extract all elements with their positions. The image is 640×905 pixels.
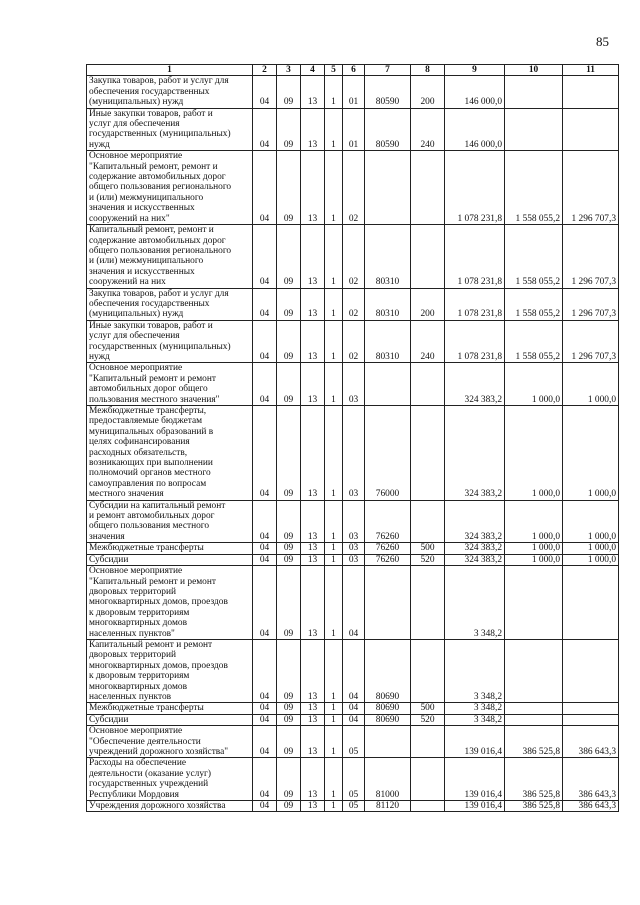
subsection-cell: 09	[277, 566, 301, 640]
subprogram-cell: 1	[325, 714, 343, 725]
column-header: 10	[505, 65, 563, 76]
amount-year1-cell: 3 348,2	[445, 639, 505, 702]
amount-year1-cell: 3 348,2	[445, 714, 505, 725]
expense-name-cell: Капитальный ремонт, ремонт и содержание автомобильных дорог общего пользования регионального и (или) межмуниципального значения и искусственных сооружений на них	[87, 225, 253, 288]
target-article-cell: 76260	[365, 543, 411, 554]
amount-year3-cell	[563, 566, 619, 640]
section-cell: 04	[253, 566, 277, 640]
amount-year3-cell: 1 296 707,3	[563, 288, 619, 320]
target-article-cell: 80690	[365, 703, 411, 714]
event-cell: 01	[343, 76, 365, 108]
section-cell: 04	[253, 288, 277, 320]
event-cell: 02	[343, 151, 365, 225]
section-cell: 04	[253, 801, 277, 812]
subsection-cell: 09	[277, 500, 301, 543]
table-row	[87, 151, 619, 225]
amount-year2-cell: 1 558 055,2	[505, 151, 563, 225]
amount-year2-cell: 1 558 055,2	[505, 225, 563, 288]
amount-year2-cell: 386 525,8	[505, 801, 563, 812]
amount-year1-cell: 146 000,0	[445, 76, 505, 108]
amount-year2-cell: 1 558 055,2	[505, 320, 563, 363]
event-cell: 04	[343, 639, 365, 702]
amount-year3-cell: 1 000,0	[563, 554, 619, 565]
section-cell: 04	[253, 225, 277, 288]
subsection-cell: 09	[277, 151, 301, 225]
event-cell: 02	[343, 320, 365, 363]
subsection-cell: 09	[277, 320, 301, 363]
expense-type-cell: 500	[411, 703, 445, 714]
subsection-cell: 09	[277, 639, 301, 702]
expense-name-cell: Межбюджетные трансферты	[87, 703, 253, 714]
column-header: 5	[325, 65, 343, 76]
program-cell: 13	[301, 554, 325, 565]
amount-year2-cell: 1 000,0	[505, 543, 563, 554]
target-article-cell	[365, 566, 411, 640]
section-cell: 04	[253, 639, 277, 702]
column-header: 1	[87, 65, 253, 76]
event-cell: 03	[343, 363, 365, 406]
program-cell: 13	[301, 76, 325, 108]
amount-year1-cell: 324 383,2	[445, 406, 505, 501]
target-article-cell: 80690	[365, 639, 411, 702]
amount-year2-cell	[505, 714, 563, 725]
target-article-cell	[365, 151, 411, 225]
event-cell: 04	[343, 703, 365, 714]
section-cell: 04	[253, 151, 277, 225]
section-cell: 04	[253, 363, 277, 406]
amount-year2-cell: 1 000,0	[505, 363, 563, 406]
subprogram-cell: 1	[325, 76, 343, 108]
subsection-cell: 09	[277, 714, 301, 725]
subprogram-cell: 1	[325, 543, 343, 554]
amount-year2-cell	[505, 566, 563, 640]
subsection-cell: 09	[277, 703, 301, 714]
amount-year2-cell: 1 000,0	[505, 554, 563, 565]
program-cell: 13	[301, 500, 325, 543]
event-cell: 05	[343, 801, 365, 812]
program-cell: 13	[301, 714, 325, 725]
subsection-cell: 09	[277, 225, 301, 288]
program-cell: 13	[301, 566, 325, 640]
expense-name-cell: Расходы на обеспечение деятельности (оказание услуг) государственных учреждений Республики Мордовия	[87, 758, 253, 801]
amount-year3-cell	[563, 108, 619, 151]
expense-type-cell	[411, 225, 445, 288]
amount-year3-cell: 1 000,0	[563, 406, 619, 501]
amount-year2-cell: 1 000,0	[505, 500, 563, 543]
column-header: 3	[277, 65, 301, 76]
subsection-cell: 09	[277, 406, 301, 501]
program-cell: 13	[301, 363, 325, 406]
table-row	[87, 543, 619, 554]
table-row	[87, 406, 619, 501]
section-cell: 04	[253, 543, 277, 554]
subsection-cell: 09	[277, 76, 301, 108]
target-article-cell: 81120	[365, 801, 411, 812]
subprogram-cell: 1	[325, 703, 343, 714]
expense-name-cell: Закупка товаров, работ и услуг для обеспечения государственных (муниципальных) нужд	[87, 76, 253, 108]
event-cell: 03	[343, 500, 365, 543]
header-row	[87, 65, 619, 76]
target-article-cell	[365, 363, 411, 406]
program-cell: 13	[301, 758, 325, 801]
expense-name-cell: Иные закупки товаров, работ и услуг для обеспечения государственных (муниципальных) нужд	[87, 320, 253, 363]
amount-year3-cell	[563, 703, 619, 714]
expense-name-cell: Капитальный ремонт и ремонт дворовых территорий многоквартирных домов, проездов к дворовым территориям многоквартирных домов населенных пунктов	[87, 639, 253, 702]
subprogram-cell: 1	[325, 151, 343, 225]
amount-year1-cell: 1 078 231,8	[445, 151, 505, 225]
amount-year1-cell: 139 016,4	[445, 758, 505, 801]
table-row	[87, 758, 619, 801]
target-article-cell: 76260	[365, 500, 411, 543]
section-cell: 04	[253, 108, 277, 151]
subsection-cell: 09	[277, 108, 301, 151]
event-cell: 04	[343, 714, 365, 725]
expense-name-cell: Закупка товаров, работ и услуг для обеспечения государственных (муниципальных) нужд	[87, 288, 253, 320]
program-cell: 13	[301, 320, 325, 363]
target-article-cell: 76260	[365, 554, 411, 565]
section-cell: 04	[253, 554, 277, 565]
event-cell: 05	[343, 726, 365, 758]
target-article-cell: 80590	[365, 76, 411, 108]
subprogram-cell: 1	[325, 363, 343, 406]
expense-name-cell: Субсидии	[87, 554, 253, 565]
column-header: 7	[365, 65, 411, 76]
program-cell: 13	[301, 703, 325, 714]
table-row	[87, 554, 619, 565]
amount-year1-cell: 139 016,4	[445, 726, 505, 758]
expense-name-cell: Основное мероприятие "Обеспечение деятельности учреждений дорожного хозяйства"	[87, 726, 253, 758]
amount-year2-cell	[505, 703, 563, 714]
section-cell: 04	[253, 406, 277, 501]
section-cell: 04	[253, 714, 277, 725]
amount-year1-cell: 1 078 231,8	[445, 320, 505, 363]
amount-year1-cell: 3 348,2	[445, 703, 505, 714]
amount-year3-cell	[563, 639, 619, 702]
subsection-cell: 09	[277, 288, 301, 320]
expense-type-cell	[411, 363, 445, 406]
subprogram-cell: 1	[325, 320, 343, 363]
expense-type-cell	[411, 726, 445, 758]
subsection-cell: 09	[277, 543, 301, 554]
column-header: 8	[411, 65, 445, 76]
expense-name-cell: Иные закупки товаров, работ и услуг для обеспечения государственных (муниципальных) нужд	[87, 108, 253, 151]
event-cell: 02	[343, 225, 365, 288]
target-article-cell: 80590	[365, 108, 411, 151]
table-row	[87, 225, 619, 288]
expense-name-cell: Субсидии	[87, 714, 253, 725]
subprogram-cell: 1	[325, 566, 343, 640]
amount-year2-cell	[505, 108, 563, 151]
program-cell: 13	[301, 639, 325, 702]
column-header: 11	[563, 65, 619, 76]
amount-year3-cell: 386 643,3	[563, 758, 619, 801]
subsection-cell: 09	[277, 801, 301, 812]
subprogram-cell: 1	[325, 406, 343, 501]
subprogram-cell: 1	[325, 758, 343, 801]
section-cell: 04	[253, 726, 277, 758]
program-cell: 13	[301, 288, 325, 320]
amount-year2-cell	[505, 639, 563, 702]
program-cell: 13	[301, 543, 325, 554]
section-cell: 04	[253, 703, 277, 714]
expense-name-cell: Учреждения дорожного хозяйства	[87, 801, 253, 812]
target-article-cell: 80310	[365, 320, 411, 363]
expense-type-cell	[411, 566, 445, 640]
amount-year2-cell: 386 525,8	[505, 726, 563, 758]
subsection-cell: 09	[277, 758, 301, 801]
amount-year3-cell: 1 000,0	[563, 500, 619, 543]
program-cell: 13	[301, 801, 325, 812]
budget-table	[86, 64, 619, 812]
subsection-cell: 09	[277, 726, 301, 758]
expense-type-cell: 200	[411, 76, 445, 108]
subsection-cell: 09	[277, 363, 301, 406]
table-row	[87, 363, 619, 406]
expense-name-cell: Субсидии на капитальный ремонт и ремонт автомобильных дорог общего пользования местного значения	[87, 500, 253, 543]
target-article-cell	[365, 726, 411, 758]
amount-year2-cell	[505, 76, 563, 108]
amount-year3-cell	[563, 76, 619, 108]
section-cell: 04	[253, 758, 277, 801]
section-cell: 04	[253, 500, 277, 543]
target-article-cell: 80310	[365, 288, 411, 320]
expense-type-cell: 520	[411, 714, 445, 725]
amount-year3-cell: 1 296 707,3	[563, 225, 619, 288]
amount-year1-cell: 324 383,2	[445, 543, 505, 554]
table-row	[87, 714, 619, 725]
table-row	[87, 320, 619, 363]
program-cell: 13	[301, 406, 325, 501]
amount-year3-cell: 1 000,0	[563, 363, 619, 406]
table-row	[87, 76, 619, 108]
expense-type-cell	[411, 801, 445, 812]
amount-year3-cell	[563, 714, 619, 725]
amount-year1-cell: 139 016,4	[445, 801, 505, 812]
column-header: 2	[253, 65, 277, 76]
expense-name-cell: Основное мероприятие "Капитальный ремонт, ремонт и содержание автомобильных дорог общего пользования регионального и (или) межмуниципального значения и искусственных сооружений на них"	[87, 151, 253, 225]
table-row	[87, 801, 619, 812]
subprogram-cell: 1	[325, 801, 343, 812]
amount-year3-cell: 1 296 707,3	[563, 151, 619, 225]
target-article-cell: 81000	[365, 758, 411, 801]
table-row	[87, 639, 619, 702]
expense-type-cell	[411, 639, 445, 702]
program-cell: 13	[301, 225, 325, 288]
amount-year1-cell: 324 383,2	[445, 500, 505, 543]
expense-type-cell: 240	[411, 108, 445, 151]
page-number: 85	[596, 34, 609, 49]
column-header: 9	[445, 65, 505, 76]
amount-year3-cell: 1 296 707,3	[563, 320, 619, 363]
table-row	[87, 566, 619, 640]
amount-year1-cell: 1 078 231,8	[445, 225, 505, 288]
amount-year1-cell: 324 383,2	[445, 554, 505, 565]
amount-year2-cell: 1 558 055,2	[505, 288, 563, 320]
expense-type-cell	[411, 758, 445, 801]
table-row	[87, 703, 619, 714]
event-cell: 02	[343, 288, 365, 320]
expense-type-cell	[411, 406, 445, 501]
event-cell: 01	[343, 108, 365, 151]
expense-type-cell: 520	[411, 554, 445, 565]
subprogram-cell: 1	[325, 108, 343, 151]
amount-year1-cell: 146 000,0	[445, 108, 505, 151]
column-header: 6	[343, 65, 365, 76]
amount-year3-cell: 1 000,0	[563, 543, 619, 554]
expense-name-cell: Межбюджетные трансферты, предоставляемые бюджетам муниципальных образований в целях софинансирования расходных обязательств, возникающих при выполнении полномочий органов местного самоуправления по вопросам местного значения	[87, 406, 253, 501]
amount-year1-cell: 324 383,2	[445, 363, 505, 406]
subsection-cell: 09	[277, 554, 301, 565]
table-row	[87, 500, 619, 543]
amount-year2-cell: 1 000,0	[505, 406, 563, 501]
event-cell: 03	[343, 554, 365, 565]
subprogram-cell: 1	[325, 500, 343, 543]
amount-year3-cell: 386 643,3	[563, 726, 619, 758]
target-article-cell: 80690	[365, 714, 411, 725]
event-cell: 03	[343, 543, 365, 554]
target-article-cell: 76000	[365, 406, 411, 501]
expense-type-cell: 240	[411, 320, 445, 363]
expense-name-cell: Межбюджетные трансферты	[87, 543, 253, 554]
program-cell: 13	[301, 726, 325, 758]
target-article-cell: 80310	[365, 225, 411, 288]
amount-year1-cell: 1 078 231,8	[445, 288, 505, 320]
section-cell: 04	[253, 76, 277, 108]
program-cell: 13	[301, 108, 325, 151]
table-row	[87, 108, 619, 151]
program-cell: 13	[301, 151, 325, 225]
event-cell: 04	[343, 566, 365, 640]
subprogram-cell: 1	[325, 288, 343, 320]
expense-name-cell: Основное мероприятие "Капитальный ремонт и ремонт автомобильных дорог общего пользования местного значения"	[87, 363, 253, 406]
event-cell: 05	[343, 758, 365, 801]
amount-year1-cell: 3 348,2	[445, 566, 505, 640]
amount-year2-cell: 386 525,8	[505, 758, 563, 801]
subprogram-cell: 1	[325, 726, 343, 758]
subprogram-cell: 1	[325, 225, 343, 288]
table-row	[87, 726, 619, 758]
expense-type-cell: 200	[411, 288, 445, 320]
section-cell: 04	[253, 320, 277, 363]
expense-type-cell	[411, 151, 445, 225]
table-row	[87, 288, 619, 320]
expense-type-cell: 500	[411, 543, 445, 554]
expense-name-cell: Основное мероприятие "Капитальный ремонт и ремонт дворовых территорий многоквартирных домов, проездов к дворовым территориям многоквартирных домов населенных пунктов"	[87, 566, 253, 640]
amount-year3-cell: 386 643,3	[563, 801, 619, 812]
subprogram-cell: 1	[325, 554, 343, 565]
column-header: 4	[301, 65, 325, 76]
expense-type-cell	[411, 500, 445, 543]
subprogram-cell: 1	[325, 639, 343, 702]
event-cell: 03	[343, 406, 365, 501]
